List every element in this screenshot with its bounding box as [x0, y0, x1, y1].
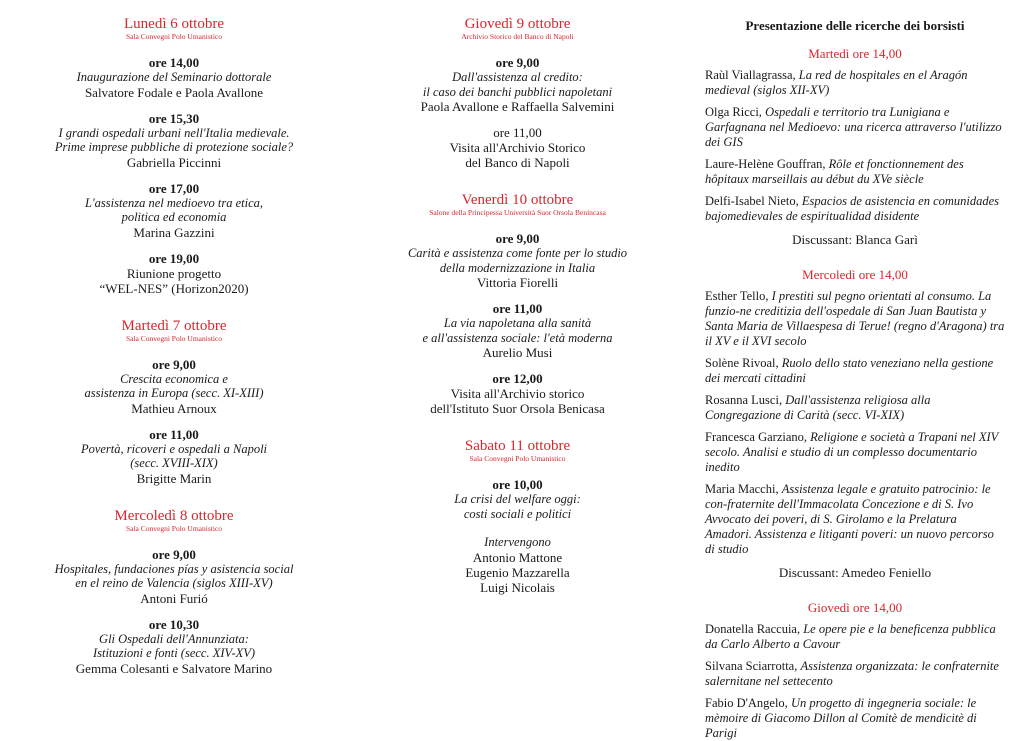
- speaker: Salvatore Fodale e Paola Avallone: [84, 84, 264, 100]
- event: [24, 427, 324, 486]
- research-title: Ruolo dello stato veneziano nella gestione dei mercati cittadini: [705, 356, 994, 385]
- talk-title: Hospitales, fundaciones pías y asistencia social: [54, 561, 294, 576]
- research-entry: [705, 105, 1005, 150]
- day-block: [24, 318, 324, 486]
- talk-title: Inaugurazione del Seminario dottorale: [76, 70, 272, 84]
- event: [365, 301, 670, 360]
- research-title: La red de hospitales en el Aragón medieval (siglos XII-XV): [705, 68, 968, 97]
- day-title: Sabato 11 ottobre: [464, 438, 571, 454]
- researcher-name: Fabio D'Angelo,: [705, 696, 788, 710]
- event-time: ore 17,00: [148, 180, 200, 196]
- talk-title: (secc. XVIII-XIX): [130, 456, 218, 470]
- talk-title: della modernizzazione in Italia: [439, 260, 596, 275]
- researcher-name: Delfi-Isabel Nieto,: [705, 194, 799, 208]
- speaker: Vittoria Fiorelli: [476, 275, 559, 290]
- discussant: Discussant: Amedeo Feniello: [778, 565, 932, 580]
- event: [24, 547, 324, 606]
- day-title: Martedì 7 ottobre: [121, 317, 227, 334]
- event: [365, 125, 670, 170]
- talk-title: Dall'assistenza al credito:: [452, 70, 583, 84]
- speaker: Paola Avallone e Raffaella Salvemini: [420, 99, 615, 114]
- research-entry: [705, 194, 1005, 224]
- session-slot: Giovedì ore 14,00: [807, 600, 903, 615]
- speakers-label: Intervengono: [484, 535, 551, 549]
- session-block: [705, 600, 1005, 741]
- event-time: ore 9,00: [495, 231, 540, 246]
- event: [24, 617, 324, 676]
- event-time: ore 12,00: [492, 371, 543, 386]
- day-title: Mercoledì 8 ottobre: [114, 507, 234, 524]
- event-time: ore 15,30: [148, 110, 200, 126]
- research-title: Rôle et fonctionnement des hôpitaux marseillais au début du XVe siècle: [705, 157, 964, 186]
- event-time: ore 9,00: [495, 55, 540, 70]
- talk-title: Carità e assistenza come fonte per lo studio: [407, 246, 628, 260]
- researcher-name: Laure-Helène Gouffran,: [705, 157, 826, 171]
- day-block: [24, 508, 324, 676]
- researcher-name: Maria Macchi,: [705, 482, 779, 496]
- speaker: Antoni Furió: [140, 590, 208, 606]
- event: [365, 55, 670, 114]
- event: [365, 371, 670, 416]
- column-right: [705, 0, 1005, 741]
- researcher-name: Francesca Garziano,: [705, 430, 808, 444]
- talk-title: costi sociali e politici: [463, 506, 572, 521]
- day-venue: Salone della Principessa Università Suor Orsola Benincasa: [429, 208, 606, 217]
- day-title: Giovedì 9 ottobre: [464, 16, 571, 32]
- event-time: ore 14,00: [148, 55, 200, 70]
- speaker: Gemma Colesanti e Salvatore Marino: [75, 660, 273, 676]
- talk-title: La crisi del welfare oggi:: [454, 492, 581, 506]
- research-entry: [705, 157, 1005, 187]
- day-block: [365, 192, 670, 416]
- research-title: Le opere pie e la beneficenza pubblica da Carlo Alberto a Cavour: [705, 622, 996, 651]
- event-time: ore 9,00: [152, 356, 196, 372]
- speaker: Riunione progetto: [126, 265, 222, 281]
- research-title: Assistenza organizzata: le confraternite salernitane nel settecento: [705, 659, 999, 688]
- day-venue: Sala Convegni Polo Umanistico: [469, 454, 566, 463]
- speaker: Marina Gazzini: [133, 224, 215, 240]
- day-block: [365, 438, 670, 595]
- event-time: ore 11,00: [493, 125, 542, 140]
- talk-title: assistenza in Europa (secc. XI-XIII): [84, 386, 264, 400]
- researcher-name: Donatella Raccuia,: [705, 622, 801, 636]
- speaker: Aurelio Musi: [482, 345, 553, 360]
- speaker: Gabriella Piccinni: [126, 154, 222, 170]
- event: [365, 477, 670, 521]
- session-list: [705, 46, 1005, 741]
- research-entry: [705, 659, 1005, 689]
- day-venue: Sala Convegni Polo Umanistico: [125, 333, 223, 343]
- session-slot: Martedì ore 14,00: [808, 46, 902, 61]
- event-time: ore 10,00: [492, 477, 543, 492]
- day-title: Venerdì 10 ottobre: [461, 192, 574, 208]
- event-time: ore 11,00: [149, 426, 199, 442]
- research-entry: [705, 430, 1005, 475]
- event: [24, 111, 324, 170]
- section-title: Presentazione delle ricerche dei borsisti: [745, 18, 965, 33]
- session-block: [705, 267, 1005, 580]
- column-middle: [365, 0, 670, 595]
- research-title: I prestiti sul pegno orientati al consumo. La funzio-ne creditizia dell'ospedale di San Juan Bautista y Santa Maria de Villaespesa di Terue! (regno d'Aragona) tra il XV e il XVI secolo: [705, 289, 1005, 348]
- researcher-name: Esther Tello,: [705, 289, 769, 303]
- day-title: Lunedì 6 ottobre: [124, 16, 224, 32]
- talk-title: Crescita economica e: [120, 371, 228, 386]
- research-entry: [705, 482, 1005, 557]
- talk-title: il caso dei banchi pubblici napoletani: [422, 84, 613, 99]
- researcher-name: Rosanna Lusci,: [705, 393, 783, 407]
- research-title: Religione e società a Trapani nel XIV secolo. Analisi e studio di un complesso documentario inedito: [705, 430, 999, 474]
- research-entry: [705, 696, 1005, 741]
- talk-title: Prime imprese pubbliche di protezione sociale?: [54, 140, 294, 154]
- session-block: [705, 46, 1005, 247]
- talk-title: I grandi ospedali urbani nell'Italia medievale.: [58, 125, 290, 140]
- research-entry: [705, 356, 1005, 386]
- event: [365, 231, 670, 290]
- speaker: Visita all'Archivio storico: [450, 386, 585, 401]
- talk-title: Gli Ospedali dell'Annunziata:: [99, 631, 249, 646]
- column-left: [24, 0, 324, 676]
- researcher-name: Raùl Viallagrassa,: [705, 68, 796, 82]
- research-entry: [705, 393, 1005, 423]
- talk-title: Istituzioni e fonti (secc. XIV-XV): [92, 646, 256, 660]
- speaker: Luigi Nicolais: [480, 579, 555, 595]
- day-block: [365, 16, 670, 170]
- research-title: Espacios de asistencia en comunidades bajomedievales de espiritualidad disidente: [705, 194, 1000, 223]
- researcher-name: Silvana Sciarrotta,: [705, 659, 798, 673]
- event: [24, 357, 324, 416]
- speaker: Mathieu Arnoux: [131, 400, 217, 416]
- event-time: ore 11,00: [492, 301, 543, 316]
- event: [24, 181, 324, 240]
- research-title: Un progetto di ingegneria sociale: le mèmoire di Giacomo Dillon al Comitè de mendicitè di Parigi: [705, 696, 977, 740]
- research-entry: [705, 289, 1005, 349]
- discussant: Discussant: Blanca Garì: [792, 232, 918, 247]
- event-time: ore 19,00: [148, 250, 200, 266]
- research-title: Dall'assistenza religiosa alla Congregazione di Carità (secc. VI-XIX): [705, 393, 931, 422]
- talk-title: La via napoletana alla sanità: [443, 316, 592, 330]
- talk-title: politica ed economia: [121, 210, 227, 224]
- speaker: dell'Istituto Suor Orsola Benicasa: [430, 401, 605, 416]
- event: [24, 251, 324, 296]
- speaker: Antonio Mattone: [472, 549, 563, 565]
- speaker: Brigitte Marin: [136, 470, 212, 486]
- research-title: Assistenza legale e gratuito patrocinio: le con-fraternite dell'Immacolata Concezione e di S. Ivo Avvocato dei poveri, di S. Girolamo e la Prelatura Amadori. Assistenza e litiganti poveri: un nuovo percorso di studio: [705, 482, 994, 556]
- day-venue: Sala Convegni Polo Umanistico: [125, 523, 223, 533]
- talk-title: Povertà, ricoveri e ospedali a Napoli: [80, 441, 268, 456]
- session-slot: Mercoledì ore 14,00: [802, 267, 908, 282]
- event-time: ore 10,30: [148, 616, 200, 632]
- event-time: ore 9,00: [152, 546, 196, 562]
- research-title: Ospedali e territorio tra Lunigiana e Garfagnana nel Medioevo: una ricerca attraverso l'utilizzo dei GIS: [705, 105, 1002, 149]
- speaker: Visita all'Archivio Storico: [449, 140, 586, 155]
- research-entry: [705, 68, 1005, 98]
- talk-title: e all'assistenza sociale: l'età moderna: [422, 330, 613, 345]
- talk-title: L'assistenza nel medioevo tra etica,: [85, 195, 263, 210]
- research-entry: [705, 622, 1005, 652]
- researcher-name: Solène Rivoal,: [705, 356, 779, 370]
- speaker: del Banco di Napoli: [465, 155, 570, 170]
- day-venue: Sala Convegni Polo Umanistico: [125, 32, 223, 41]
- day-block: [24, 16, 324, 296]
- speaker: “WEL-NES” (Horizon2020): [99, 280, 249, 296]
- event: [24, 55, 324, 100]
- researcher-name: Olga Ricci,: [705, 105, 762, 119]
- day-venue: Archivio Storico del Banco di Napoli: [461, 32, 574, 41]
- speaker: Eugenio Mazzarella: [465, 564, 570, 580]
- talk-title: en el reino de Valencia (siglos XIII-XV): [75, 576, 273, 590]
